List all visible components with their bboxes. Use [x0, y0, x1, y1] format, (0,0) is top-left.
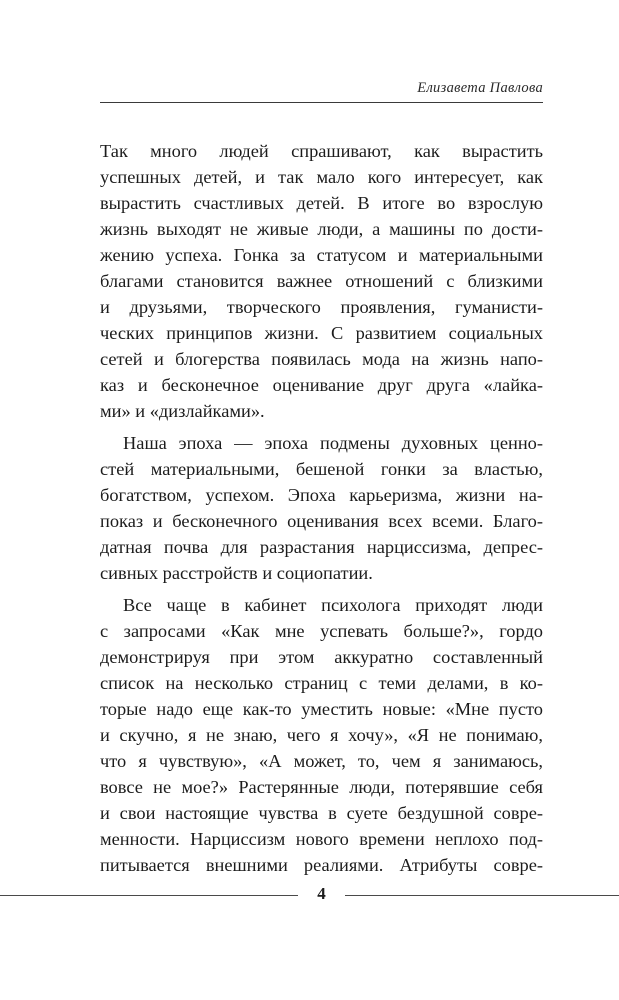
paragraph-1	[100, 138, 543, 424]
text-line: вовсе не мое?» Растерянные люди, потерявшие себя	[100, 777, 543, 797]
text-line: демонстрируя при этом аккуратно составленный	[100, 647, 543, 667]
text-line: каз и бесконечное оценивание друг друга «лайка-	[100, 375, 543, 395]
footer-rule-left	[0, 895, 298, 896]
text-line: Наша эпоха — эпоха подмены духовных ценно-	[123, 433, 543, 453]
paragraph-3	[100, 592, 543, 878]
text-line: что я чувствую», «А может, то, чем я занимаюсь,	[100, 751, 543, 771]
paragraph-2	[100, 430, 543, 586]
body-text	[100, 138, 543, 878]
text-line: сетей и блогерства появилась мода на жизнь напо-	[100, 349, 543, 369]
text-line: ми» и «дизлайками».	[100, 401, 265, 421]
text-line: Так много людей спрашивают, как вырастить	[100, 141, 543, 161]
text-line: с запросами «Как мне успевать больше?», гордо	[100, 621, 543, 641]
page-number: 4	[317, 884, 326, 903]
text-line: стей материальными, бешеной гонки за властью,	[100, 459, 543, 479]
text-line: и свои настоящие чувства в суете бездушной совре-	[100, 803, 543, 823]
text-line: торые надо еще как-то уместить новые: «Мне пусто	[100, 699, 543, 719]
text-line: и скучно, я не знаю, чего я хочу», «Я не понимаю,	[100, 725, 543, 745]
text-line: богатством, успехом. Эпоха карьеризма, жизни на-	[100, 485, 543, 505]
text-line: список на несколько страниц с теми делами, в ко-	[100, 673, 543, 693]
text-line: ческих принципов жизни. С развитием социальных	[100, 323, 543, 343]
text-line: и друзьями, творческого проявления, гуманисти-	[100, 297, 543, 317]
text-line: жизнь выходят не живые люди, а машины по дости-	[100, 219, 543, 239]
text-line: вырастить счастливых детей. В итоге во взрослую	[100, 193, 543, 213]
text-line: питывается внешними реалиями. Атрибуты совре-	[100, 855, 543, 875]
running-head-author: Елизавета Павлова	[417, 80, 543, 96]
text-line: показ и бесконечного оценивания всех всеми. Благо-	[100, 511, 543, 531]
text-line: благами становится важнее отношений с близкими	[100, 271, 543, 291]
text-line: успешных детей, и так мало кого интересует, как	[100, 167, 543, 187]
footer-rule-right	[345, 895, 619, 896]
text-line: жению успеха. Гонка за статусом и материальными	[100, 245, 543, 265]
text-line: датная почва для разрастания нарциссизма, депрес-	[100, 537, 543, 557]
text-line: сивных расстройств и социопатии.	[100, 563, 373, 583]
text-line: менности. Нарциссизм нового времени неплохо под-	[100, 829, 543, 849]
text-line: Все чаще в кабинет психолога приходят люди	[123, 595, 543, 615]
header-rule	[100, 102, 543, 103]
